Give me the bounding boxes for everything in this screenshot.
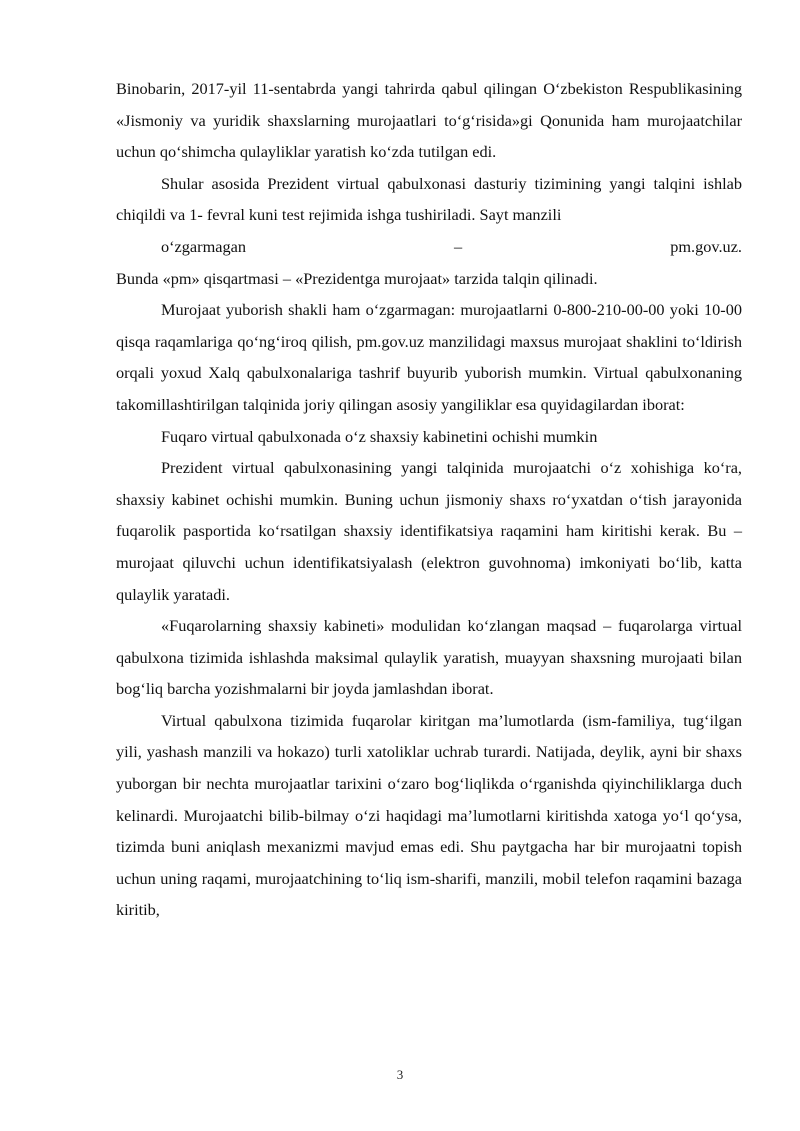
site-address-line <box>116 231 742 263</box>
paragraph-2 <box>116 168 742 263</box>
document-body <box>116 73 742 926</box>
page-number: 3 <box>396 1067 404 1082</box>
paragraph-4: Murojaat yuborish shakli ham oʻzgarmagan: murojaatlarni 0-800-210-00-00 yoki 10-00 qisqa raqamlariga qoʻngʻiroq qilish, pm.gov.uz manzilidagi maxsus murojaat shaklini toʻldirish orqali yoxud Xalq qabulxonalariga tashrif buyurib yuborish mumkin. Virtual qabulxonaning takomillashtirilgan talqinida joriy qilingan asosiy yangiliklar esa quyidagilardan iborat: <box>116 300 742 414</box>
paragraph-5-subheading: Fuqaro virtual qabulxonada oʻz shaxsiy kabinetini ochishi mumkin <box>161 426 598 446</box>
paragraph-1: Binobarin, 2017-yil 11-sentabrda yangi tahrirda qabul qilingan Oʻzbekiston Respublikasining «Jismoniy va yuridik shaxslarning murojaatlari toʻgʻrisida»gi Qonunida ham murojaatchilar uchun qoʻshimcha qulayliklar yaratish koʻzda tutilgan edi. <box>116 79 742 162</box>
paragraph-3: Bunda «pm» qisqartmasi – «Prezidentga murojaat» tarzida talqin qilinadi. <box>116 268 598 288</box>
paragraph-7: «Fuqarolarning shaxsiy kabineti» modulidan koʻzlangan maqsad – fuqarolarga virtual qabulxona tizimida ishlashda maksimal qulaylik yaratish, muayyan shaxsning murojaati bilan bogʻliq barcha yozishmalarni bir joyda jamlashdan iborat. <box>116 616 742 699</box>
site-address-link-text: pm.gov.uz. <box>670 236 742 256</box>
site-address-left: oʻzgarmagan <box>161 236 246 256</box>
paragraph-2-text: Shular asosida Prezident virtual qabulxonasi dasturiy tizimining yangi talqini ishlab chiqildi va 1- fevral kuni test rejimida ishga tushiriladi. Sayt manzili <box>116 173 742 225</box>
paragraph-8: Virtual qabulxona tizimida fuqarolar kiritgan maʼlumotlarda (ism-familiya, tugʻilgan yili, yashash manzili va hokazo) turli xatoliklar uchrab turardi. Natijada, deylik, ayni bir shaxs yuborgan bir nechta murojaatlar tarixini oʻzaro bogʻliqlikda oʻrganishda qiyinchiliklarga duch kelinardi. Murojaatchi bilib-bilmay oʻzi haqidagi maʼlumotlarni kiritishda xatoga yoʻl qoʻysa, tizimda buni aniqlash mexanizmi mavjud emas edi. Shu paytgacha har bir murojaatni topish uchun uning raqami, murojaatchining toʻliq ism-sharifi, manzili, mobil telefon raqamini bazaga kiritib, <box>116 710 742 920</box>
site-address-dash: – <box>454 236 463 256</box>
paragraph-6: Prezident virtual qabulxonasining yangi talqinida murojaatchi oʻz xohishiga koʻra, shaxsiy kabinet ochishi mumkin. Buning uchun jismoniy shaxs roʻyxatdan oʻtish jarayonida fuqarolik pasportida koʻrsatilgan shaxsiy identifikatsiya raqamini ham kiritishi kerak. Bu – murojaat qiluvchi uchun identifikatsiyalash (elektron guvohnoma) imkoniyati boʻlib, katta qulaylik yaratadi. <box>116 458 742 604</box>
